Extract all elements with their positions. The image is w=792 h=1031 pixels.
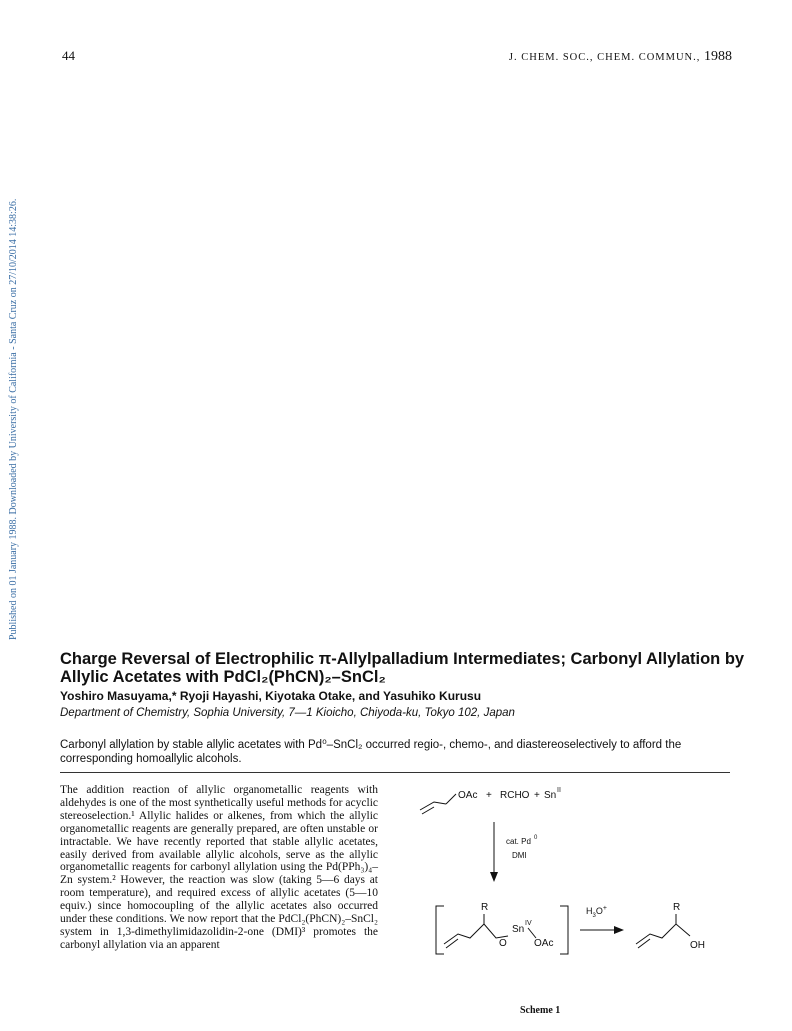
- scheme-plus-2: +: [534, 790, 540, 801]
- divider: [60, 772, 730, 773]
- scheme-sn4: Sn: [512, 924, 525, 935]
- scheme-oac: OAc: [458, 790, 478, 801]
- scheme-cat-sup: 0: [534, 835, 538, 841]
- scheme-oh: OH: [690, 940, 705, 951]
- abstract: Carbonyl allylation by stable allylic acetates with Pd⁰–SnCl₂ occurred regio-, chemo-, and diastereoselectively to afford the corresponding homoallylic alcohols.: [60, 739, 682, 765]
- scheme-sn2: Sn: [544, 790, 557, 801]
- scheme-caption: Scheme 1: [520, 1005, 561, 1016]
- journal-name: J. CHEM. SOC., CHEM. COMMUN.,: [508, 52, 701, 63]
- scheme-o: O: [499, 938, 507, 949]
- scheme-sn2-ox: II: [557, 787, 561, 794]
- scheme-plus-1: +: [486, 790, 492, 801]
- scheme-rcho: RCHO: [500, 790, 530, 801]
- page-number: 44: [62, 48, 75, 63]
- running-head: [509, 49, 732, 65]
- scheme-oac2: OAc: [534, 938, 554, 949]
- left-bracket: [436, 906, 444, 954]
- download-notice[interactable]: Published on 01 January 1988. Downloaded by University of California - Santa Cruz on 27/10/2014 14:38:26.: [8, 198, 19, 640]
- scheme-dmi: DMI: [512, 851, 527, 860]
- scheme-drawing: [410, 786, 740, 976]
- scheme-r1: R: [481, 902, 489, 913]
- scheme-r2: R: [673, 902, 681, 913]
- affiliation: Department of Chemistry, Sophia University, 7—1 Kioicho, Chiyoda-ku, Tokyo 102, Japan: [60, 707, 515, 719]
- product-chain: [636, 924, 690, 944]
- article-title: Charge Reversal of Electrophilic π-Allylpalladium Intermediates; Carbonyl Allylation by Allylic Acetates with PdCl₂(PhCN)₂–SnCl₂: [60, 650, 745, 686]
- scheme-sn4-ox: IV: [525, 920, 532, 927]
- right-bracket: [560, 906, 568, 954]
- allyl-bond: [420, 802, 446, 810]
- author-list: Yoshiro Masuyama,* Ryoji Hayashi, Kiyotaka Otake, and Yasuhiko Kurusu: [60, 689, 482, 703]
- scheme-cat: cat. Pd: [506, 837, 531, 846]
- scheme-h3o: $H_3O^+$: [586, 905, 607, 919]
- journal-year: 1988: [704, 49, 732, 64]
- reaction-scheme: [410, 786, 740, 976]
- body-text: The addition reaction of allylic organometallic reagents with aldehydes is one of the most synthetically useful methods for acyclic stereoselection.¹ Allylic halides or alkenes, from which the allylic organometallic reagents are generally prepared, are often unstable or intractable. We have recently reported that stable allylic acetates, easily derived from available allylic alcohols, serve as the allylic organometallic reagents for carbonyl allylation using the Pd(PPh₃)₄–Zn system.² However, the reaction was slow (taking 5—6 days at room temperature), and required excess of allylic acetates (5—10 equiv.) since homocoupling of the allylic acetates also occurred under these conditions. We now report that the PdCl₂(PhCN)₂–SnCl₂ system in 1,3-dimethylimidazolidin-2-one (DMI)³ promotes the carbonyl allylation via an apparent: [60, 784, 378, 951]
